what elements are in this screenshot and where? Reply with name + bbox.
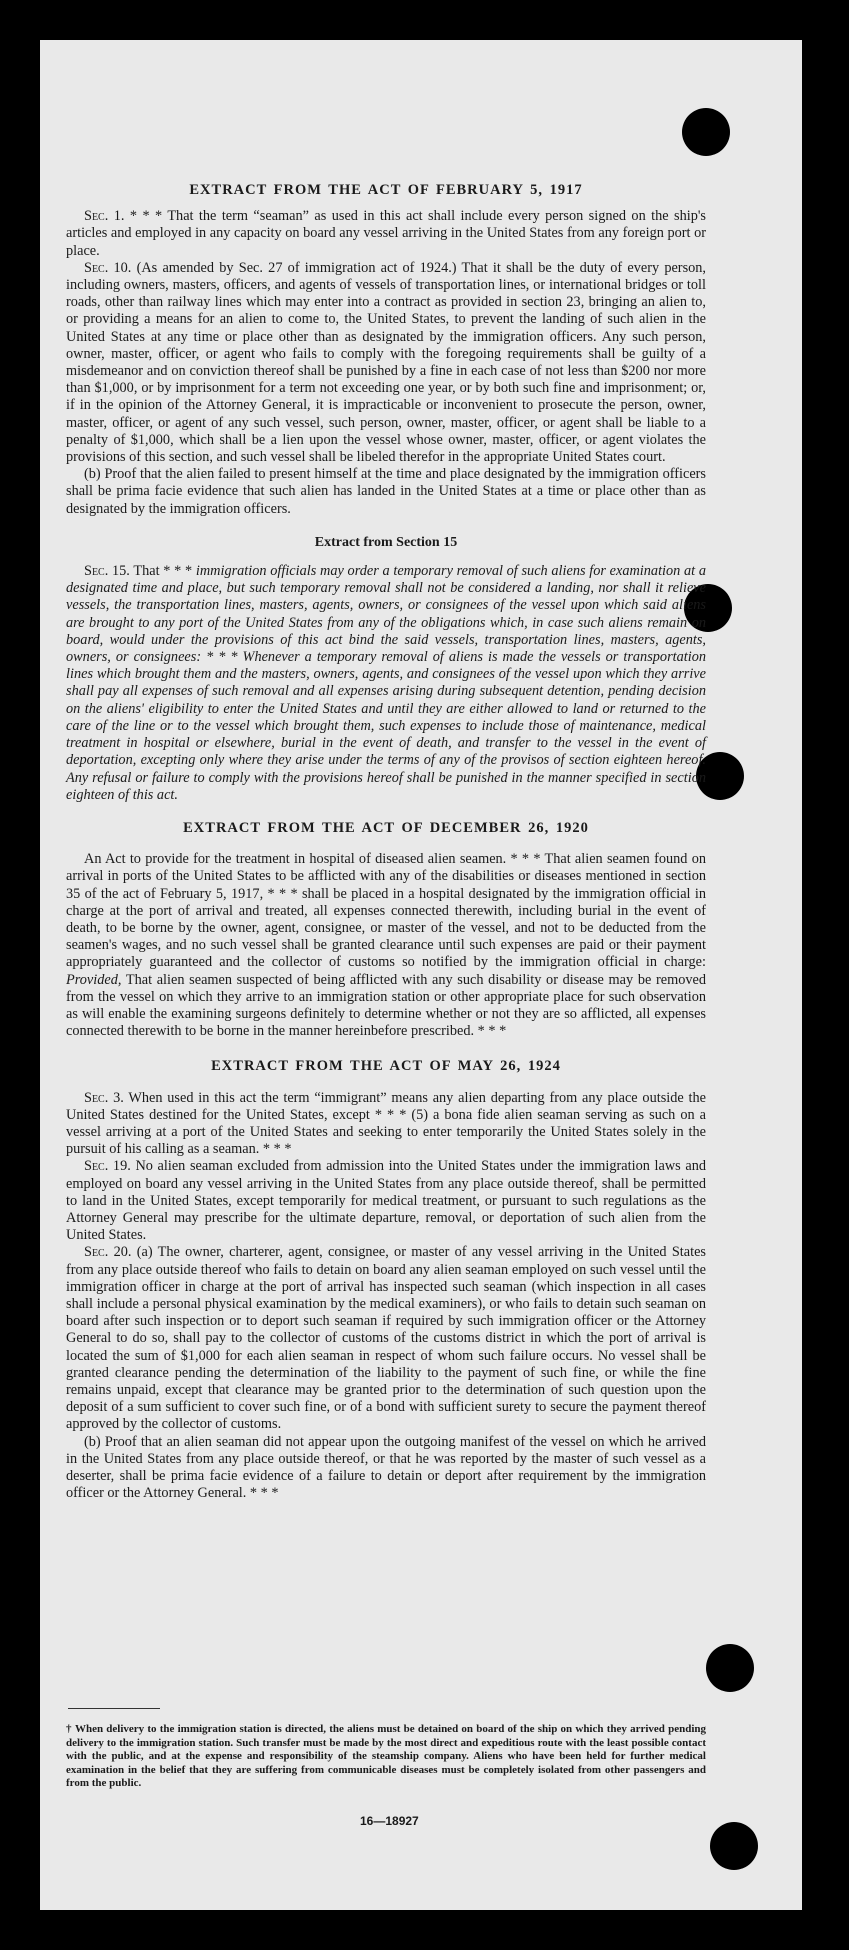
- sec-15-paragraph: [66, 563, 706, 804]
- act-1920-text: An Act to provide for the treatment in hospital of diseased alien seamen. * * * That alien seamen found on arrival in ports of the United States to be afflicted with any of the disabilities or diseases mentioned in section 35 of the act of February 5, 1917, * * * shall be placed in a hospital designated by the immigration official in charge at the port of arrival and treated, all expenses connected therewith, including burial in the event of death, to be borne by the owner, agent, consignee, or master of the vessel, and not to be deducted from the seamen's wages, and no such vessel shall be granted clearance until such expenses are paid or their payment appropriately guaranteed and the collector of customs so notified by the immigration official in charge:: [66, 851, 706, 971]
- sec-20b-paragraph: (b) Proof that an alien seaman did not appear upon the outgoing manifest of the vessel on which he arrived in the United States from any place outside thereof, or that he was reported by the master of such vessel as a deserter, shall be prima facie evidence of a failure to detain or deport after requirement by the immigration officer or the Attorney General. * * *: [66, 1433, 706, 1502]
- sec-10-paragraph: [66, 260, 706, 466]
- sec-10-label: Sec. 10.: [84, 259, 132, 276]
- heading-act-1924: EXTRACT FROM THE ACT OF MAY 26, 1924: [211, 1058, 561, 1075]
- footnote-divider: [68, 1708, 160, 1709]
- act-1920-provided: Provided,: [66, 971, 122, 988]
- heading-act-1917: EXTRACT FROM THE ACT OF FEBRUARY 5, 1917: [189, 182, 583, 198]
- sec-3-paragraph: [66, 1090, 706, 1159]
- document-body: [66, 182, 706, 1502]
- heading-act-1920: EXTRACT FROM THE ACT OF DECEMBER 26, 1920: [183, 819, 589, 836]
- sec-1-text: * * * That the term “seaman” as used in this act shall include every person signed on the ship's articles and employed in any capacity on board any vessel arriving in the United States from any foreign port or place.: [66, 208, 706, 259]
- sec-3-label: Sec. 3.: [84, 1089, 124, 1106]
- sec-15-text: immigration officials may order a temporary removal of such aliens for examination at a designated time and place, but such temporary removal shall not be considered a landing, nor shall it relieve vessels, the transportation lines, masters, agents, owners, or consignees of the vessel upon which said aliens are brought to any port of the United States from any of the obligations which, in case such aliens remain on board, would under the provisions of this act bind the said vessels, transportation lines, masters, agents, owners, or consignees: * * * Whenever a temporary removal of aliens is made the vessels or transportation lines which brought them and the masters, owners, agents, and consignees of the vessel upon which they arrive shall pay all expenses of such removal and all expenses arising during subsequent detention, pending decision on the aliens' eligibility to enter the United States and until they are either allowed to land or returned to the care of the line or to the vessel which brought them, such expenses to include those of maintenance, medical treatment in hospital or elsewhere, burial in the event of death, and transfer to the vessel in the event of deportation, excepting only where they arise under the terms of any of the provisos of section eighteen hereof. Any refusal or failure to comply with the provisions hereof shall be punished in the manner specified in section eighteen of this act.: [66, 563, 707, 803]
- punch-hole: [706, 1644, 754, 1692]
- sec-10b-paragraph: (b) Proof that the alien failed to present himself at the time and place designated by the immigration officers shall be prima facie evidence that such alien has landed in the United States at a time or place other than as designated by the immigration officers.: [66, 466, 706, 517]
- act-1920-paragraph: [66, 851, 706, 1040]
- sec-1-label: Sec. 1.: [84, 208, 125, 225]
- sec-15-lead: That * * *: [133, 563, 193, 580]
- sec-3-text: When used in this act the term “immigrant” means any alien departing from any place outside the United States destined for the United States, except * * * (5) a bona fide alien seaman serving as such on a vessel arriving at a port of the United States and seeking to enter temporarily the United States solely in the pursuit of his calling as a seaman. * * *: [66, 1089, 706, 1158]
- heading-section-15: Extract from Section 15: [314, 534, 458, 550]
- form-number: 16—18927: [360, 1814, 419, 1828]
- footnote: † When delivery to the immigration station is directed, the aliens must be detained on board of the ship on which they arrived pending delivery to the immigration station. Such transfer must be made by the most direct and expeditious route with the least possible contact with the public, and at the expense and responsibility of the steamship company. Aliens who have been held for further medical examination in the belief that they are suffering from communicable diseases must be completely isolated from other passengers and from the public.: [66, 1723, 706, 1789]
- sec-20-text: (a) The owner, charterer, agent, consignee, or master of any vessel arriving in the United States from any place outside thereof who fails to detain on board any alien seaman employed on such vessel until the immigration officer in charge at the port of arrival has inspected such seaman (which inspection in all cases shall include a personal physical examination by the medical examiners), or who fails to detain such seaman on board after such inspection or to deport such seaman if required by such immigration officer or the Attorney General to do so, shall pay to the collector of customs of the customs district in which the port of arrival is located the sum of $1,000 for each alien seaman in respect of whom such failure occurs. No vessel shall be granted clearance pending the determination of the liability to the payment of such fine, or while the fine remains unpaid, except that clearance may be granted prior to the determination of such question upon the deposit of a sum sufficient to cover such fine, or of a bond with sufficient surety to secure the payment thereof approved by the collector of customs.: [66, 1244, 706, 1433]
- sec-19-text: No alien seaman excluded from admission into the United States under the immigration laws and employed on board any vessel arriving in the United States from any place outside thereof, shall be permitted to land in the United States, except temporarily for medical treatment, or pursuant to such regulations as the Attorney General may prescribe for the ultimate departure, removal, or deportation of such alien from the United States.: [66, 1158, 706, 1244]
- sec-10-text: (As amended by Sec. 27 of immigration act of 1924.) That it shall be the duty of every person, including owners, masters, officers, and agents of vessels of transportation lines, or international bridges or toll roads, other than railway lines which may enter into a contract as provided in section 23, bringing an alien to, or providing a means for an alien to come to, the United States, to prevent the landing of such alien in the United States at any time or place other than as designated by the immigration officers. Any such person, owner, master, officer, or agent who fails to comply with the foregoing requirements shall be guilty of a misdemeanor and on conviction thereof shall be punished by a fine in each case of not less than $200 nor more than $1,000, or by imprisonment for a term not exceeding one year, or by both such fine and imprisonment; or, if in the opinion of the Attorney General, it is impracticable or inconvenient to prosecute the person, owner, master, officer, or agent of any such vessel, such person, owner, master, officer, or agent shall be liable to a penalty of $1,000, which shall be a lien upon the vessel whose owner, master, officer, or agent violates the provisions of this section, and such vessel shall be libeled therefor in the appropriate United States court.: [66, 259, 707, 466]
- sec-20-paragraph: [66, 1244, 706, 1433]
- sec-19-label: Sec. 19.: [84, 1158, 131, 1175]
- sec-1-paragraph: [66, 208, 706, 260]
- sec-19-paragraph: [66, 1158, 706, 1244]
- sec-15-label: Sec. 15.: [84, 563, 130, 580]
- punch-hole: [682, 108, 730, 156]
- act-1920-text-after: That alien seamen suspected of being afflicted with any such disability or disease may be removed from the vessel on which they arrive to an immigration station or other appropriate place for such observation as will enable the examining surgeons definitely to determine whether or not they are so afflicted, all expenses connected therewith to be borne in the manner hereinbefore prescribed. * * *: [66, 971, 706, 1040]
- punch-hole: [710, 1822, 758, 1870]
- sec-20-label: Sec. 20.: [84, 1244, 132, 1261]
